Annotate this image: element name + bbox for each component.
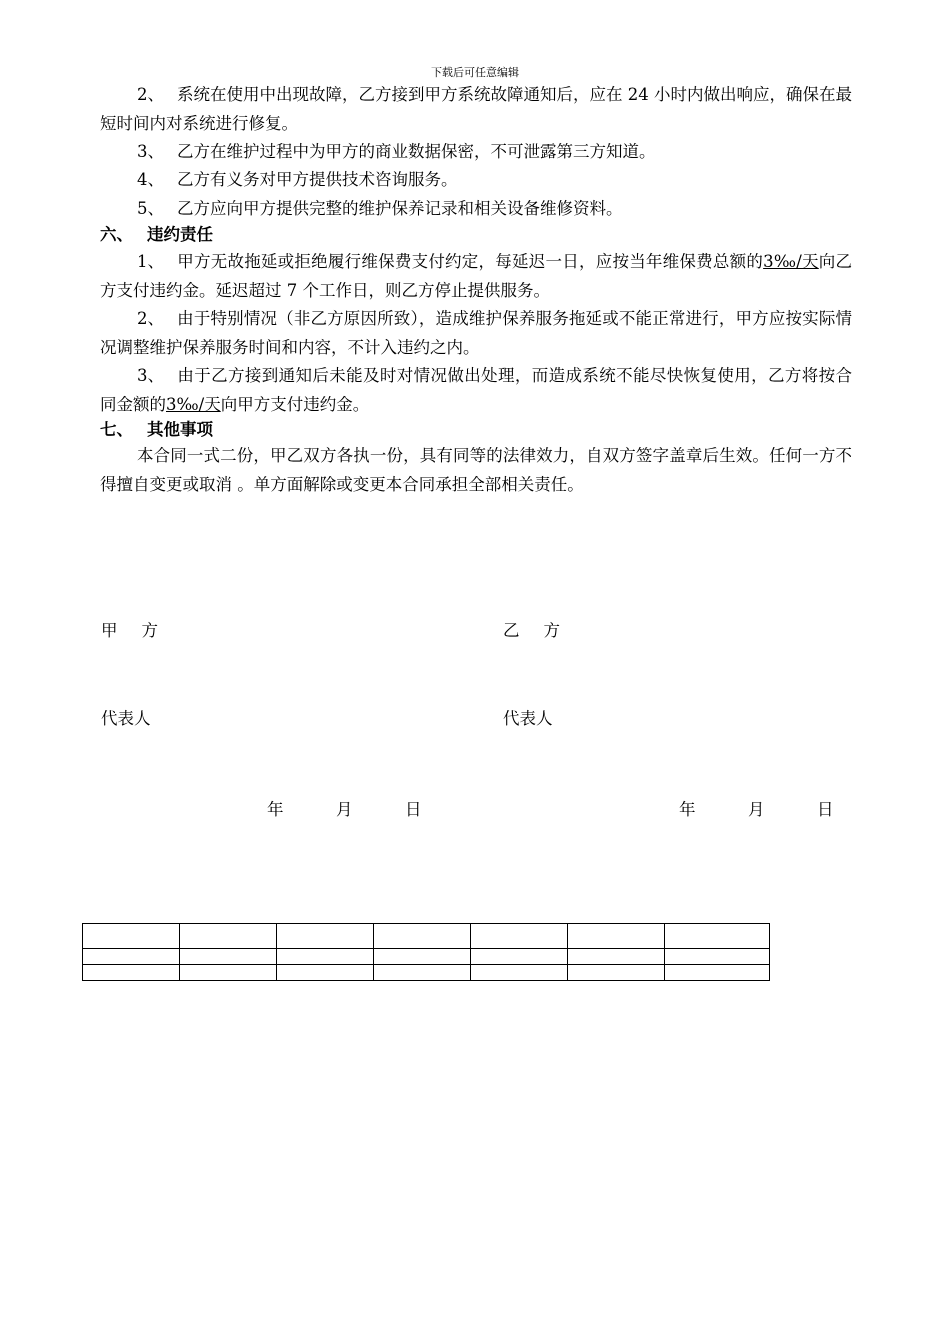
day-label: 日: [817, 800, 834, 819]
item-text: 系统在使用中出现故障，乙方接到甲方系统故障通知后，应在 24 小时内做出响应，确保在最短时间内对系统进行修复。: [100, 85, 852, 133]
party-a-date: [267, 799, 422, 821]
page-header: 下载后可任意编辑: [431, 66, 519, 79]
section-number: 六、: [100, 225, 133, 244]
clause-item-5: [100, 194, 852, 223]
item-text: 乙方在维护过程中为甲方的商业数据保密，不可泄露第三方知道。: [177, 142, 656, 161]
item-text-after: 向乙方支付违约金。延迟超过 7 个工作日，则乙方停止提供服务。: [100, 252, 853, 300]
month-label: 月: [748, 800, 765, 819]
clause-item-2: [100, 80, 852, 138]
month-label: 月: [336, 800, 353, 819]
table-row: [83, 949, 770, 965]
item-number: 1、: [137, 252, 164, 271]
party-a-label: 甲 方: [101, 621, 158, 640]
penalty-rate: 3‰/天: [166, 395, 221, 414]
clause-item-3: [100, 137, 852, 166]
item-number: 4、: [137, 170, 164, 189]
penalty-rate: 3‰/天: [763, 252, 819, 271]
item-number: 3、: [137, 366, 164, 385]
party-b-date: [679, 799, 834, 821]
table-row: [83, 965, 770, 981]
section-heading-6: [100, 222, 213, 248]
item-number: 5、: [137, 199, 164, 218]
party-b-representative: 代表人: [503, 709, 553, 728]
item-text: 乙方有义务对甲方提供技术咨询服务。: [177, 170, 458, 189]
item-text: 乙方应向甲方提供完整的维护保养记录和相关设备维修资料。: [177, 199, 623, 218]
item-text-before: 由于乙方接到通知后未能及时对情况做出处理，而造成系统不能尽快恢复使用，乙方将按合同金额的: [100, 366, 852, 414]
item-text: 由于特别情况（非乙方原因所致），造成维护保养服务拖延或不能正常进行，甲方应按实际情况调整维护保养服务时间和内容，不计入违约之内。: [100, 309, 852, 357]
clause-item-4: [100, 165, 852, 194]
item-number: 3、: [137, 142, 164, 161]
item-text-after: 向甲方支付违约金。: [220, 395, 370, 414]
other-matters-text: 本合同一式二份，甲乙双方各执一份，具有同等的法律效力，自双方签字盖章后生效。任何一方不得擅自变更或取消 。单方面解除或变更本合同承担全部相关责任。: [100, 446, 852, 494]
breach-item-3: [100, 361, 852, 419]
section-title: 其他事项: [147, 420, 213, 439]
breach-item-1: [100, 247, 852, 305]
day-label: 日: [405, 800, 422, 819]
section-title: 违约责任: [147, 225, 213, 244]
item-number: 2、: [137, 309, 164, 328]
party-b-label: 乙 方: [503, 621, 560, 640]
breach-item-2: [100, 304, 852, 362]
section-number: 七、: [100, 420, 133, 439]
empty-grid-table: [82, 923, 770, 981]
item-text-before: 甲方无故拖延或拒绝履行维保费支付约定，每延迟一日，应按当年维保费总额的: [177, 252, 764, 271]
year-label: 年: [679, 800, 696, 819]
year-label: 年: [267, 800, 284, 819]
section-heading-7: [100, 417, 213, 443]
table-row: [83, 924, 770, 949]
party-a-representative: 代表人: [101, 709, 151, 728]
item-number: 2、: [137, 85, 164, 104]
